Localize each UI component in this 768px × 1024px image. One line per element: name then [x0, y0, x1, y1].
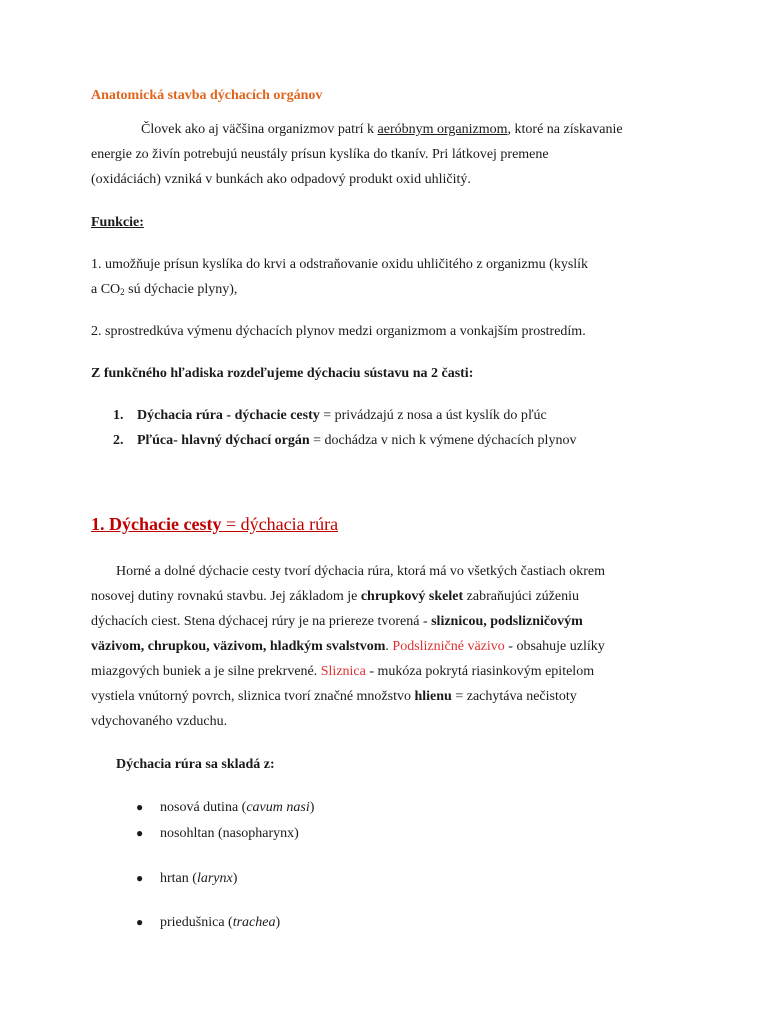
aerobic-organisms-link: aeróbnym organizmom [377, 122, 508, 137]
part-2-bold: Pľúca- hlavný dýchací orgán [137, 433, 310, 448]
division-heading: Z funkčného hľadiska rozdeľujeme dýchaciu sústavu na 2 časti: [91, 366, 474, 381]
p-line-5-start: miazgových buniek a je silne prekrvené. [91, 664, 321, 679]
list-item-text: hrtan ( [160, 871, 197, 886]
list-item-latin: cavum nasi [246, 800, 310, 815]
paragraph-line-1: Horné a dolné dýchacie cesty tvorí dýchacia rúra, ktorá má vo všetkých častiach okrem [116, 564, 606, 579]
list-item [160, 910, 280, 935]
list-item [160, 795, 314, 820]
part-1-rest: = privádzajú z nosa a úst kyslík do pľúc [319, 408, 547, 423]
section-1-heading-rest: = dýchacia rúra [221, 514, 339, 534]
intro-line-2: energie zo živín potrebujú neustály prísun kyslíka do tkanív. Pri látkovej premene [91, 147, 549, 162]
co2-subscript: 2 [120, 287, 125, 297]
part-1-bold: Dýchacia rúra - dýchacie cesty [137, 408, 320, 423]
list-item [160, 866, 237, 891]
intro-text-end: , ktoré na získavanie [507, 122, 623, 137]
intro-text-start: Človek ako aj väčšina organizmov patrí k [141, 122, 378, 137]
part-2 [137, 428, 576, 453]
bullet-icon: ● [136, 800, 144, 814]
p-line-6-start: vystiela vnútorný povrch, sliznica tvorí značné množstvo [91, 689, 415, 704]
list-item-text: nosová dutina ( [160, 800, 247, 815]
paragraph-line-7: vdychovaného vzduchu. [91, 714, 228, 729]
paragraph-line-5 [91, 659, 594, 684]
intro-line-3: (oxidáciách) vzniká v bunkách ako odpadový produkt oxid uhličitý. [91, 172, 471, 187]
composition-heading: Dýchacia rúra sa skladá z: [116, 757, 275, 772]
p-line-2-start: nosovej dutiny rovnakú stavbu. Jej základom je [91, 589, 361, 604]
bullet-icon: ● [136, 826, 144, 840]
intro-line-1 [141, 117, 623, 142]
list-item-close: ) [309, 800, 315, 815]
section-1-heading [91, 512, 338, 537]
p-line-6-end: = zachytáva nečistoty [451, 689, 577, 704]
p-line-4-end: - obsahuje uzlíky [504, 639, 605, 654]
part-2-number: 2. [113, 433, 124, 448]
part-2-rest: = dochádza v nich k výmene dýchacích plynov [309, 433, 577, 448]
document-title: Anatomická stavba dýchacích orgánov [91, 88, 323, 103]
part-1 [137, 403, 547, 428]
bullet-icon: ● [136, 871, 144, 885]
bullet-icon: ● [136, 915, 144, 929]
paragraph-line-6 [91, 684, 577, 709]
paragraph-line-3 [91, 609, 583, 634]
list-item [160, 821, 299, 846]
paragraph-line-2 [91, 584, 579, 609]
p-line-3-bold: sliznicou, podslizničovým [431, 614, 583, 629]
mucosa-term: Sliznica [320, 664, 366, 679]
list-item-latin: larynx [196, 871, 233, 886]
p-line-3-start: dýchacích ciest. Stena dýchacej rúry je na priereze tvorená - [91, 614, 432, 629]
p-line-4-bold: väzivom, chrupkou, väzivom, hladkým svalstvom [91, 639, 386, 654]
co2-prefix: a CO [91, 282, 121, 297]
submucosa-term: Podslizničné väzivo [392, 639, 505, 654]
function-1-line-2 [91, 277, 237, 305]
cartilage-skeleton-term: chrupkový skelet [360, 589, 464, 604]
p-line-5-end: - mukóza pokrytá riasinkovým epitelom [365, 664, 595, 679]
list-item-close: ) [232, 871, 238, 886]
p-line-4-mid: . [385, 639, 393, 654]
paragraph-line-4 [91, 634, 605, 659]
part-1-number: 1. [113, 408, 124, 423]
section-1-heading-bold: 1. Dýchacie cesty [91, 514, 222, 534]
list-item-latin: trachea [232, 915, 276, 930]
list-item-text: nosohltan (nasopharynx) [160, 826, 299, 841]
function-2: 2. sprostredkúva výmenu dýchacích plynov medzi organizmom a vonkajším prostredím. [91, 324, 586, 339]
mucus-term: hlienu [414, 689, 452, 704]
co2-suffix: sú dýchacie plyny), [124, 282, 238, 297]
list-item-text: priedušnica ( [160, 915, 233, 930]
list-item-close: ) [275, 915, 281, 930]
function-1-line-1: 1. umožňuje prísun kyslíka do krvi a odstraňovanie oxidu uhličitého z organizmu (kyslík [91, 257, 589, 272]
p-line-2-end: zabraňujúci zúženiu [463, 589, 579, 604]
functions-heading: Funkcie: [91, 215, 144, 230]
